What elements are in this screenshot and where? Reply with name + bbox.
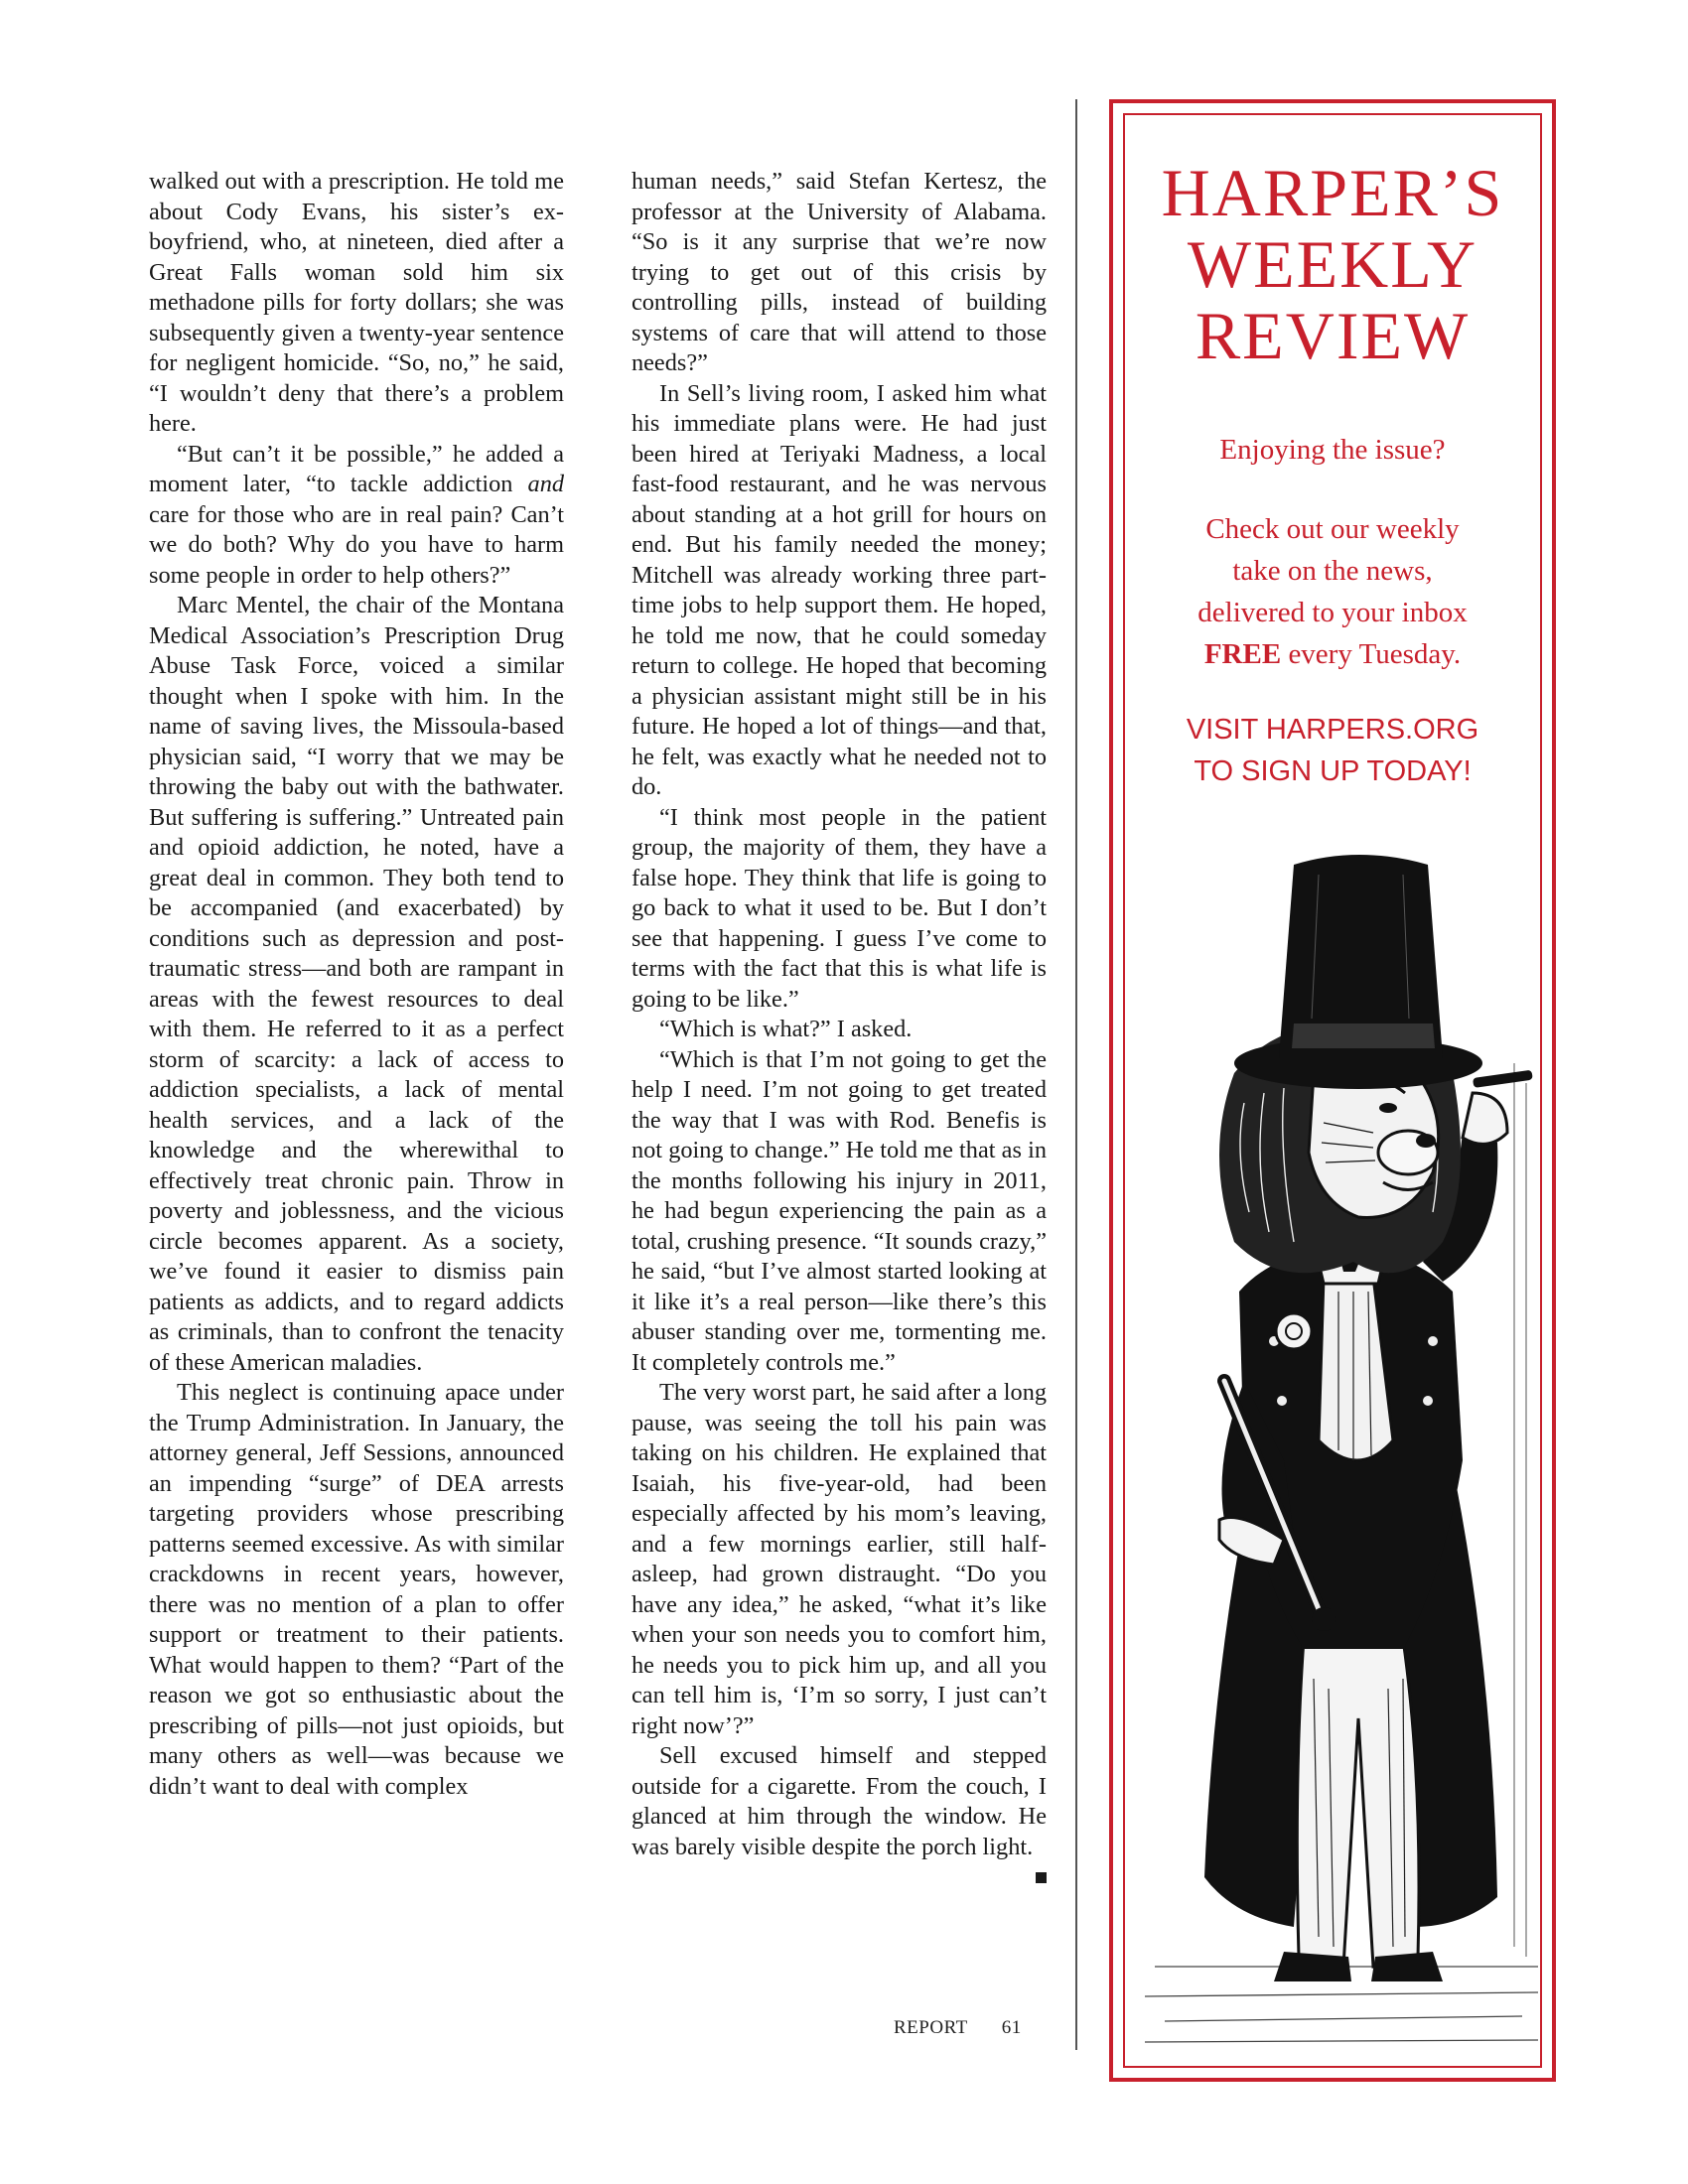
ad-cta-line[interactable]: TO SIGN UP TODAY! <box>1194 755 1472 787</box>
paragraph <box>149 440 564 592</box>
ad-body <box>1125 508 1540 675</box>
lion-gentleman-illustration-icon <box>1145 825 1538 2056</box>
text-run: care for those who are in real pain? Can’t we do both? Why do you have to harm some people in order to help others?” <box>149 500 564 589</box>
ad-title <box>1125 157 1540 371</box>
section-name: REPORT <box>894 2017 968 2038</box>
ad-title-line: WEEKLY <box>1187 226 1478 302</box>
ad-body-line: take on the news, <box>1232 555 1433 587</box>
paragraph-final <box>632 1741 1047 1862</box>
weekly-review-ad[interactable] <box>1109 99 1556 2082</box>
paragraph: The very worst part, he said after a long pause, was seeing the toll his pain was taking on his children. He explained that Isaiah, his five-year-old, had been especially affected by his mom’s leaving, and a few mornings earlier, still half-asleep, had grown distraught. “Do you have any idea,” he asked, “what it’s like when your son needs you to comfort him, he needs you to pick him up, and all you can tell him is, ‘I’m so sorry, I just can’t right now’?” <box>632 1379 1047 1739</box>
paragraph: “I think most people in the patient group, the majority of them, they have a false hope. They think that life is going to go back to what it used to be. But I don’t see that happening. I guess I’ve come to terms with the fact that this is what life is going to be like.” <box>632 803 1047 1013</box>
ad-question: Enjoying the issue? <box>1219 434 1446 466</box>
ad-body-text: every Tuesday. <box>1281 638 1462 670</box>
article-column-1 <box>149 167 564 1802</box>
ad-inner-border <box>1123 113 1542 2068</box>
ad-cta-line[interactable]: VISIT HARPERS.ORG <box>1186 714 1479 746</box>
paragraph: Marc Mentel, the chair of the Montana Medical Association’s Prescription Drug Abuse Task Force, voiced a similar thought when I spoke with him. In the name of saving lives, the Missoula-based physician said, “I worry that we may be throwing the baby out with the bathwater. But suffering is suffering.” Untreated pain and opioid addiction, he noted, have a great deal in common. They both tend to be accompanied (and exacerbated) by conditions such as depression and post-traumatic stress—and both are rampant in areas with the fewest resources to deal with them. He referred to it as a perfect storm of scarcity: a lack of access to addiction specialists, a lack of mental health services, and a lack of the knowledge and the wherewithal to effectively treat chronic pain. Throw in poverty and joblessness, and the vicious circle becomes apparent. As a society, we’ve found it easier to dismiss pain patients as addicts, and to regard addicts as criminals, than to confront the tenacity of these American maladies. <box>149 592 564 1376</box>
free-label: FREE <box>1203 638 1282 670</box>
emphasis: and <box>527 471 564 497</box>
ad-body-line <box>1125 633 1540 675</box>
ad-body-line: Check out our weekly <box>1205 513 1460 545</box>
ad-body-line: delivered to your inbox <box>1197 597 1468 628</box>
ad-title-line: REVIEW <box>1195 298 1471 373</box>
ad-title-line: HARPER’S <box>1161 155 1504 230</box>
paragraph: walked out with a prescription. He told me about Cody Evans, his sister’s ex-boyfriend, who, at nineteen, died after a Great Falls woman sold him six methadone pills for forty dollars; she was subsequently given a twenty-year sentence for negligent homicide. “So, no,” he said, “I wouldn’t deny that there’s a problem here. <box>149 168 564 437</box>
paragraph: “Which is what?” I asked. <box>659 1016 913 1042</box>
paragraph: “Which is that I’m not going to get the help I need. I’m not going to get treated the way that I was with Rod. Benefis is not going to change.” He told me that as in the months following his injury in 2011, he had begun experiencing the pain as a total, crushing presence. “It sounds crazy,” he said, “but I’ve almost started looking at it like it’s a real person—like there’s this abuser standing over me, tormenting me. It completely controls me.” <box>632 1045 1047 1376</box>
end-of-article-mark <box>1036 1872 1047 1883</box>
article-column-2 <box>632 167 1047 1883</box>
column-rule <box>1075 99 1077 2050</box>
text-run: “But can’t it be possible,” he added a moment later, “to tackle addiction <box>149 440 564 497</box>
text-run: Sell excused himself and stepped outside for a cigarette. From the couch, I glanced at him through the window. He was barely visible despite the porch light. <box>632 1742 1047 1860</box>
paragraph: In Sell’s living room, I asked him what his immediate plans were. He had just been hired at Teriyaki Madness, a local fast-food restaurant, and he was nervous about standing at a hot grill for hours on end. But his family needed the money; Mitchell was already working three part-time jobs to help support them. He hoped, he told me now, that he could someday return to college. He hoped that becoming a physician assistant might still be in his future. He hoped a lot of things—and that, he felt, was exactly what he needed not to do. <box>632 379 1047 800</box>
page-number: 61 <box>1001 2017 1022 2038</box>
ad-cta-link[interactable] <box>1125 709 1540 792</box>
paragraph: This neglect is continuing apace under the Trump Administration. In January, the attorney general, Jeff Sessions, announced an impending “surge” of DEA arrests targeting providers whose prescribing patterns seemed excessive. As with similar crackdowns in recent years, however, there was no mention of a plan to offer support or treatment to their patients. What would happen to them? “Part of the reason we got so enthusiastic about the prescribing of pills—not just opioids, but many others as well—was because we didn’t want to deal with complex <box>149 1379 564 1800</box>
paragraph: human needs,” said Stefan Kertesz, the professor at the University of Alabama. “So is it any surprise that we’re now trying to get out of this crisis by controlling pills, instead of building systems of care that will attend to those needs?” <box>632 168 1047 376</box>
folio <box>894 2017 1053 2039</box>
